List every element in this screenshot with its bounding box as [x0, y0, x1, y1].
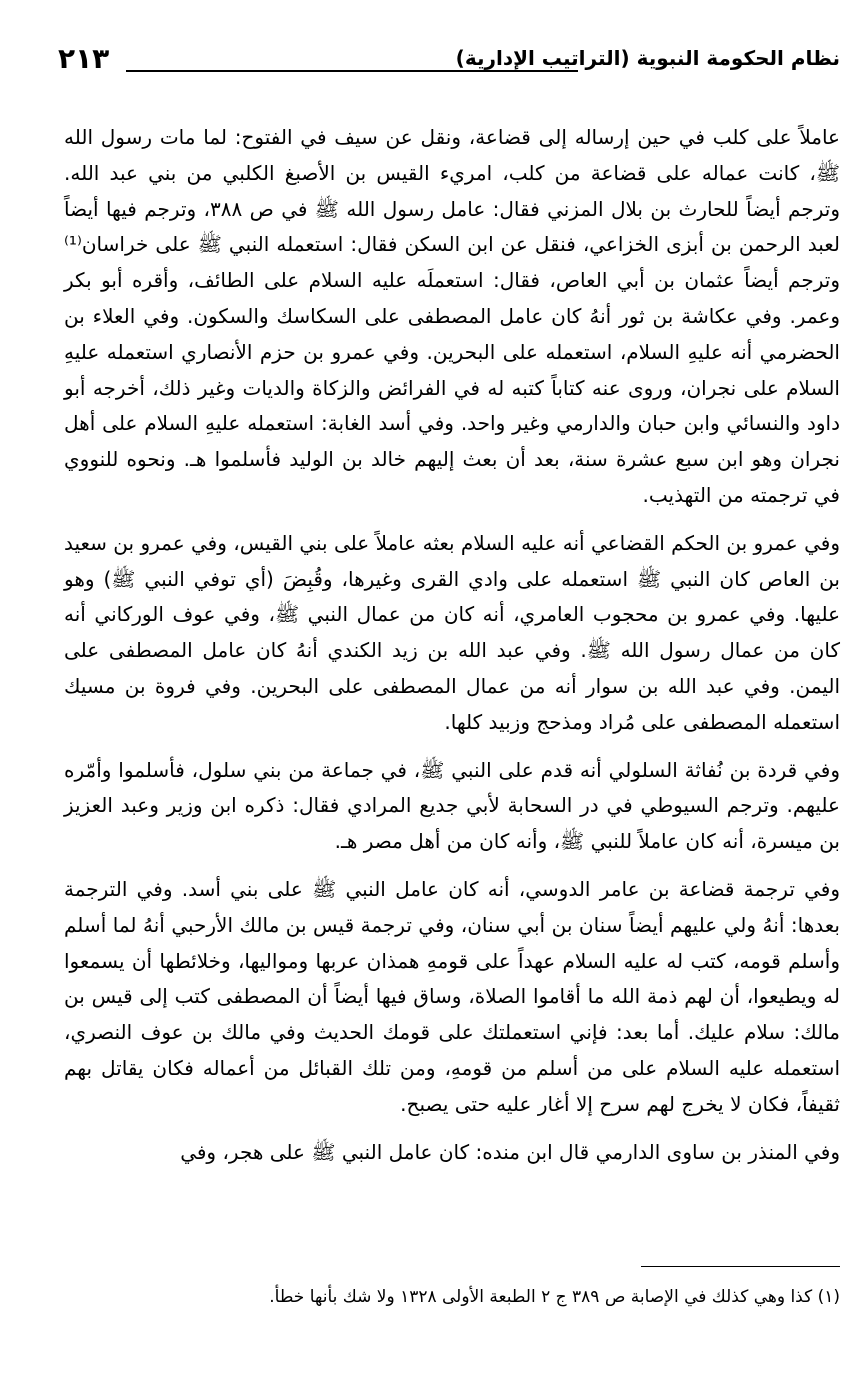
page-header — [58, 42, 840, 86]
paragraph: وفي ترجمة قضاعة بن عامر الدوسي، أنه كان عامل النبي ﷺ على بني أسد. وفي الترجمة بعدها: أنهُ ولي عليهم أيضاً سنان بن أبي سنان، وفي ترجمة قيس بن مالك الأرحبي أنهُ لما أسلم وأسلم قومه، كتب له عليه السلام عهداً على قومهِ همذان عربها ومواليها، وخلائطها أن يسمعوا له ويطيعوا، أن لهم ذمة الله ما أقاموا الصلاة، وساق فيها أيضاً أن المصطفى كتب إلى قيس بن مالك: سلام عليك. أما بعد: فإني استعملتك على قومك الحديث وفي مالك بن عوف النصري، استعمله عليه السلام على من أسلم من قومهِ، ومن تلك القبائل من أعماله فكان يقاتل بهم ثقيفاً، فكان لا يخرج لهم سرح إلا أغار عليه حتى يصبح. — [64, 876, 840, 1116]
header-rule — [126, 70, 578, 72]
footnote-rule — [641, 1266, 840, 1267]
page-number: ٢١٣ — [58, 42, 110, 75]
paragraph: عاملاً على كلب في حين إرساله إلى قضاعة، ونقل عن سيف في الفتوح: لما مات رسول الله ﷺ، كانت عماله على قضاعة من كلب، امريء القيس بن الأصبغ الكلبي من بني عبد الله. وترجم أيضاً للحارث بن بلال المزني فقال: عامل رسول الله ﷺ في ص ٣٨٨، وترجم فيها أيضاً لعبد الرحمن بن أبزى الخزاعي، فنقل عن ابن السكن فقال: استعمله النبي ﷺ على خراسان⁽¹⁾ وترجم أيضاً عثمان بن أبي العاص، فقال: استعملَه عليه السلام على الطائف، وأقره أبو بكر وعمر. وفي عكاشة بن ثور أنهُ كان عامل المصطفى على السكاسك والسكون. وفي العلاء بن الحضرمي أنه عليهِ السلام، استعمله على البحرين. وفي عمرو بن حزم الأنصاري استعمله عليهِ السلام على نجران، وروى عنه كتاباً كتبه له في الفرائض والزكاة والديات وغير ذلك، أخرجه أبو داود والنسائي وابن حبان والدارمي وغير واحد. وفي أسد الغابة: استعمله عليهِ السلام على أهل نجران وهو ابن سبع عشرة سنة، بعد أن بعث إليهم خالد بن الوليد فأسلموا هـ. ونحوه للنووي في ترجمته من التهذيب. — [64, 125, 840, 507]
body-text — [64, 120, 840, 1182]
footnote: (١) كذا وهي كذلك في الإصابة ص ٣٨٩ ج ٢ الطبعة الأولى ١٣٢٨ ولا شك بأنها خطأ. — [269, 1287, 840, 1307]
running-title: نظام الحكومة النبوية (التراتيب الإدارية) — [455, 46, 840, 70]
paragraph: وفي عمرو بن الحكم القضاعي أنه عليه السلام بعثه عاملاً على بني القيس، وفي عمرو بن سعيد بن العاص كان النبي ﷺ استعمله على وادي القرى وغيرها، وقُبِضَ (أي توفي النبي ﷺ) وهو عليها. وفي عمرو بن محجوب العامري، أنه كان من عمال النبي ﷺ، وفي عوف الوركاني أنه كان من عمال رسول الله ﷺ. وفي عبد الله بن زيد الكندي أنهُ كان عامل المصطفى على اليمن. وفي عبد الله بن سوار أنه من عمال المصطفى على البحرين. وفي فروة بن مسيك استعمله المصطفى على مُراد ومذحج وزبيد كلها. — [64, 530, 840, 734]
paragraph: وفي قردة بن نُفاثة السلولي أنه قدم على النبي ﷺ، في جماعة من بني سلول، فأسلموا وأمّره عليهم. وترجم السيوطي في در السحابة لأبي جديع المرادي فقال: ذكره ابن وزير وعبد العزيز بن ميسرة، أنه كان عاملاً للنبي ﷺ، وأنه كان من أهل مصر هـ. — [64, 757, 840, 854]
paragraph: وفي المنذر بن ساوى الدارمي قال ابن منده: كان عامل النبي ﷺ على هجر، وفي — [180, 1139, 840, 1164]
